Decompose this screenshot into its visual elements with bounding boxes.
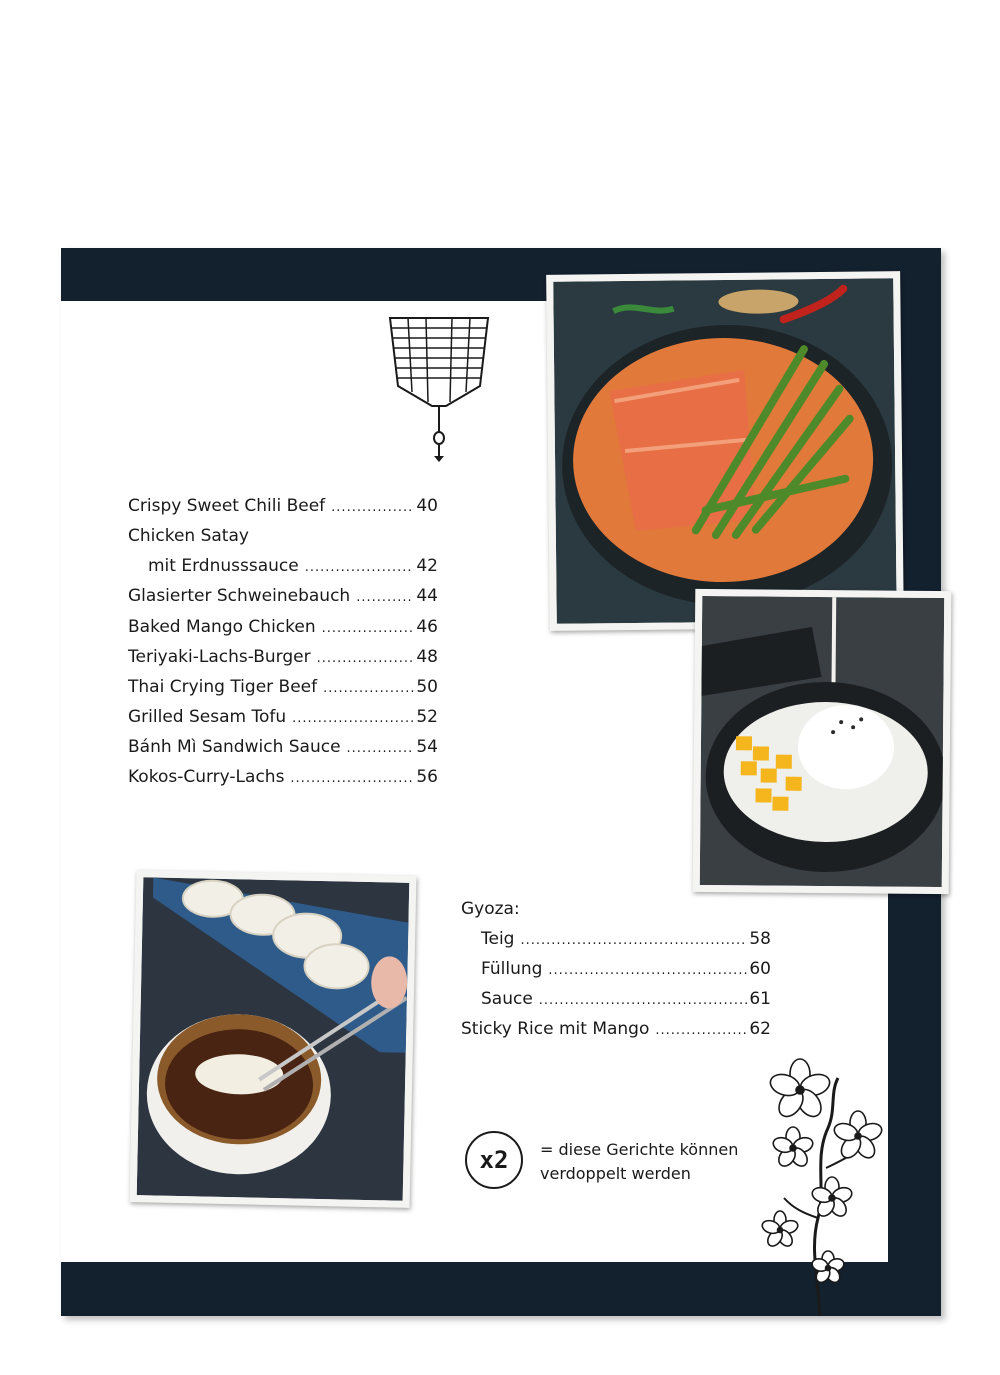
toc-label: Teriyaki-Lachs-Burger [128, 647, 311, 667]
toc-label: Füllung [481, 959, 543, 979]
toc-label: Glasierter Schweinebauch [128, 586, 351, 606]
toc-label: Sauce [481, 989, 533, 1009]
toc-row[interactable] [461, 899, 771, 923]
toc-leader [290, 771, 414, 786]
toc-page: 44 [416, 586, 438, 606]
toc-page: 61 [749, 989, 771, 1009]
toc-row[interactable] [148, 556, 438, 580]
double-badge-icon: x2 [465, 1131, 523, 1189]
toc-row[interactable] [128, 526, 438, 550]
sticky-rice-mango-photo [693, 589, 952, 894]
legend-line: verdoppelt werden [540, 1164, 691, 1183]
toc-leader [331, 500, 414, 515]
toc-label: Baked Mango Chicken [128, 617, 316, 637]
toc-leader [322, 621, 415, 636]
toc-row[interactable] [128, 767, 438, 791]
toc-label: Bánh Mì Sandwich Sauce [128, 737, 341, 757]
toc-leader [305, 560, 415, 575]
legend-line: = diese Gerichte können [540, 1140, 739, 1159]
toc-leader [655, 1023, 747, 1038]
toc-page: 56 [416, 767, 438, 787]
toc-label: Crispy Sweet Chili Beef [128, 496, 326, 516]
toc-page: 60 [749, 959, 771, 979]
toc-row[interactable] [128, 617, 438, 641]
toc-row[interactable] [128, 496, 438, 520]
toc-leader [292, 711, 414, 726]
toc-leader [539, 993, 748, 1008]
toc-label: Thai Crying Tiger Beef [128, 677, 318, 697]
toc-leader [317, 651, 415, 666]
toc-label: Gyoza: [461, 899, 520, 919]
toc-page: 54 [416, 737, 438, 757]
toc-page: 48 [416, 647, 438, 667]
toc-page: 58 [749, 929, 771, 949]
toc-page: 40 [416, 496, 438, 516]
toc-leader [347, 741, 415, 756]
toc-label: Grilled Sesam Tofu [128, 707, 287, 727]
toc-leader [356, 590, 414, 605]
toc-row[interactable] [128, 677, 438, 701]
toc-label: Chicken Satay [128, 526, 249, 546]
toc-row[interactable] [128, 586, 438, 610]
toc-label: Kokos-Curry-Lachs [128, 767, 285, 787]
toc-page: 50 [416, 677, 438, 697]
toc-row[interactable] [128, 647, 438, 671]
toc-page: 52 [416, 707, 438, 727]
toc-row[interactable] [128, 737, 438, 761]
cherry-blossom-illustration [748, 1048, 898, 1318]
toc-leader [548, 963, 747, 978]
toc-page: 46 [416, 617, 438, 637]
salmon-curry-photo [546, 271, 904, 631]
toc-leader [520, 933, 747, 948]
toc-row[interactable] [481, 989, 771, 1013]
toc-row[interactable] [461, 1019, 771, 1043]
toc-label: mit Erdnusssauce [148, 556, 299, 576]
toc-row[interactable] [128, 707, 438, 731]
toc-leader [323, 681, 414, 696]
toc-row[interactable] [481, 959, 771, 983]
lantern-illustration [386, 306, 492, 466]
toc-page: 42 [416, 556, 438, 576]
toc-label: Sticky Rice mit Mango [461, 1019, 650, 1039]
toc-label: Teig [481, 929, 515, 949]
legend-note [540, 1138, 738, 1186]
gyoza-photo [130, 870, 417, 1208]
toc-row[interactable] [481, 929, 771, 953]
toc-page: 62 [749, 1019, 771, 1039]
